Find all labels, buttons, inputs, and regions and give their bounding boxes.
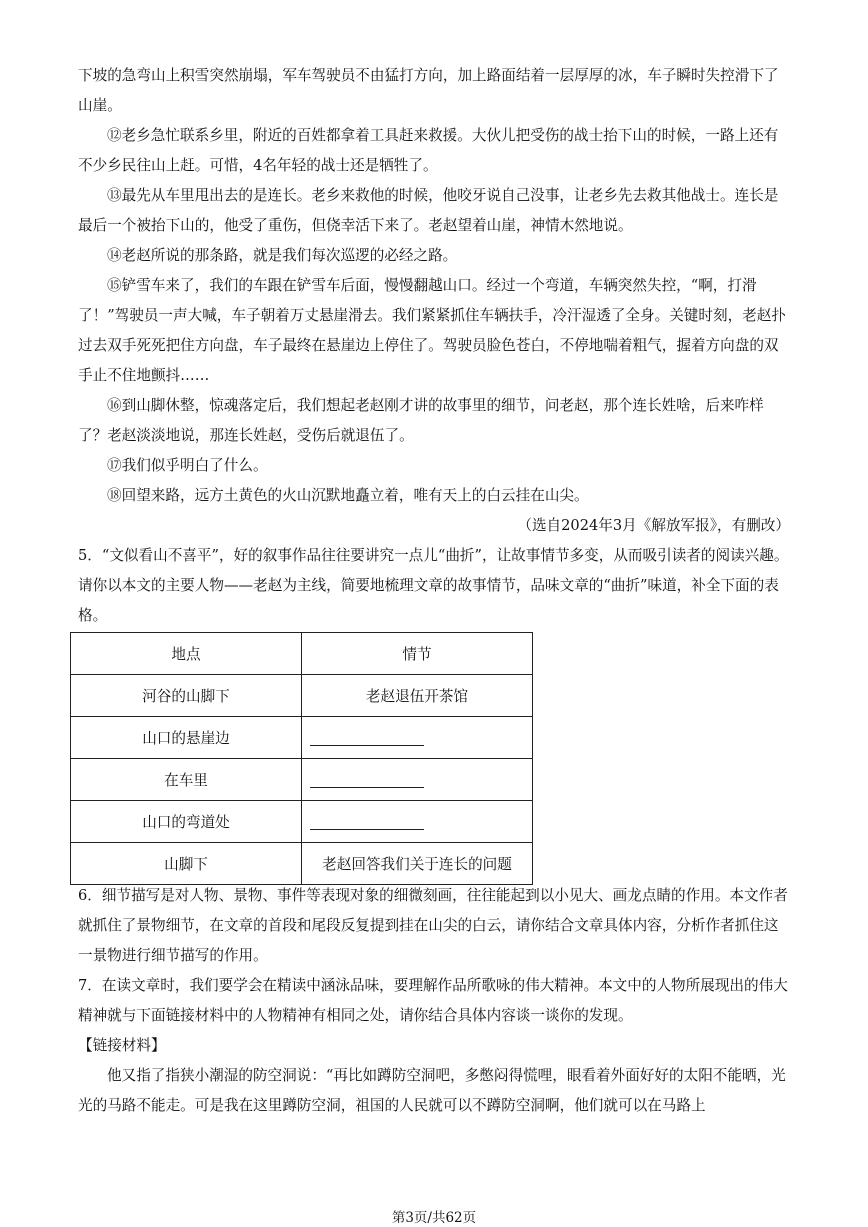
table-header-plot: 情节: [302, 633, 533, 675]
table-row: [71, 717, 533, 759]
paragraph-continued: 下坡的急弯山上积雪突然崩塌，军车驾驶员不由猛打方向，加上路面结着一层厚厚的冰，车子瞬时失控滑下了山崖。: [78, 67, 779, 114]
plot-table: [70, 632, 533, 885]
paragraph-14: ⑭老赵所说的那条路，就是我们每次巡逻的必经之路。: [107, 247, 458, 264]
table-header-row: [71, 633, 533, 675]
paragraph-17: ⑰我们似乎明白了什么。: [107, 457, 268, 474]
link-material-text: 他又指了指狭小潮湿的防空洞说：“再比如蹲防空洞吧，多憋闷得慌哩，眼看着外面好好的太阳不能晒，光光的马路不能走。可是我在这里蹲防空洞，祖国的人民就可以不蹲防空洞啊，他们就可以在马路上: [78, 1067, 786, 1114]
paragraph-15: ⑮铲雪车来了，我们的车跟在铲雪车后面，慢慢翻越山口。经过一个弯道，车辆突然失控，“啊，打滑了！”驾驶员一声大喊，车子朝着万丈悬崖滑去。我们紧紧抓住车辆扶手，冷汗湿透了全身。关键时刻，老赵扑过去双手死死把住方向盘，车子最终在悬崖边上停住了。驾驶员脸色苍白，不停地喘着粗气，握着方向盘的双手止不住地颤抖……: [78, 277, 786, 384]
table-cell-place: 山口的弯道处: [71, 801, 302, 843]
source-citation: （选自2024年3月《解放军报》，有删改）: [517, 517, 790, 534]
table-cell-plot: 老赵回答我们关于连长的问题: [302, 843, 533, 885]
table-row: [71, 675, 533, 717]
page-footer: 第3页/共62页: [391, 1210, 477, 1226]
table-cell-plot: 老赵退伍开茶馆: [302, 675, 533, 717]
answer-blank[interactable]: [310, 815, 424, 830]
table-row: [71, 843, 533, 885]
link-material-title: 【链接材料】: [78, 1037, 166, 1054]
question-6: 6．细节描写是对人物、景物、事件等表现对象的细微刻画，往往能起到以小见大、画龙点睛的作用。本文作者就抓住了景物细节，在文章的首段和尾段反复提到挂在山尖的白云，请你结合文章具体内容，分析作者抓住这一景物进行细节描写的作用。: [78, 887, 788, 964]
paragraph-18: ⑱回望来路，远方土黄色的火山沉默地矗立着，唯有天上的白云挂在山尖。: [107, 487, 589, 504]
question-5: 5．“文似看山不喜平”，好的叙事作品往往要讲究一点儿“曲折”，让故事情节多变，从而吸引读者的阅读兴趣。请你以本文的主要人物——老赵为主线，简要地梳理文章的故事情节，品味文章的“曲折”味道，补全下面的表格。: [78, 547, 789, 624]
answer-blank[interactable]: [310, 731, 424, 746]
answer-blank[interactable]: [310, 773, 424, 788]
table-cell-plot-blank[interactable]: [302, 759, 533, 801]
table-cell-place: 山脚下: [71, 843, 302, 885]
table-cell-place: 山口的悬崖边: [71, 717, 302, 759]
table-row: [71, 801, 533, 843]
table-cell-place: 在车里: [71, 759, 302, 801]
paragraph-13: ⑬最先从车里甩出去的是连长。老乡来救他的时候，他咬牙说自己没事，让老乡先去救其他战士。连长是最后一个被抬下山的，他受了重伤，但侥幸活下来了。老赵望着山崖，神情木然地说。: [78, 187, 779, 234]
paragraph-12: ⑫老乡急忙联系乡里，附近的百姓都拿着工具赶来救援。大伙儿把受伤的战士抬下山的时候，一路上还有不少乡民往山上赶。可惜，4名年轻的战士还是牺牲了。: [78, 127, 779, 174]
table-cell-plot-blank[interactable]: [302, 717, 533, 759]
table-header-place: 地点: [71, 633, 302, 675]
paragraph-16: ⑯到山脚休整，惊魂落定后，我们想起老赵刚才讲的故事里的细节，问老赵，那个连长姓啥，后来咋样了？老赵淡淡地说，那连长姓赵，受伤后就退伍了。: [78, 397, 764, 444]
table-cell-plot-blank[interactable]: [302, 801, 533, 843]
table-row: [71, 759, 533, 801]
question-7: 7．在读文章时，我们要学会在精读中涵泳品味，要理解作品所歌咏的伟大精神。本文中的人物所展现出的伟大精神就与下面链接材料中的人物精神有相同之处，请你结合具体内容谈一谈你的发现。: [78, 977, 788, 1024]
table-cell-place: 河谷的山脚下: [71, 675, 302, 717]
